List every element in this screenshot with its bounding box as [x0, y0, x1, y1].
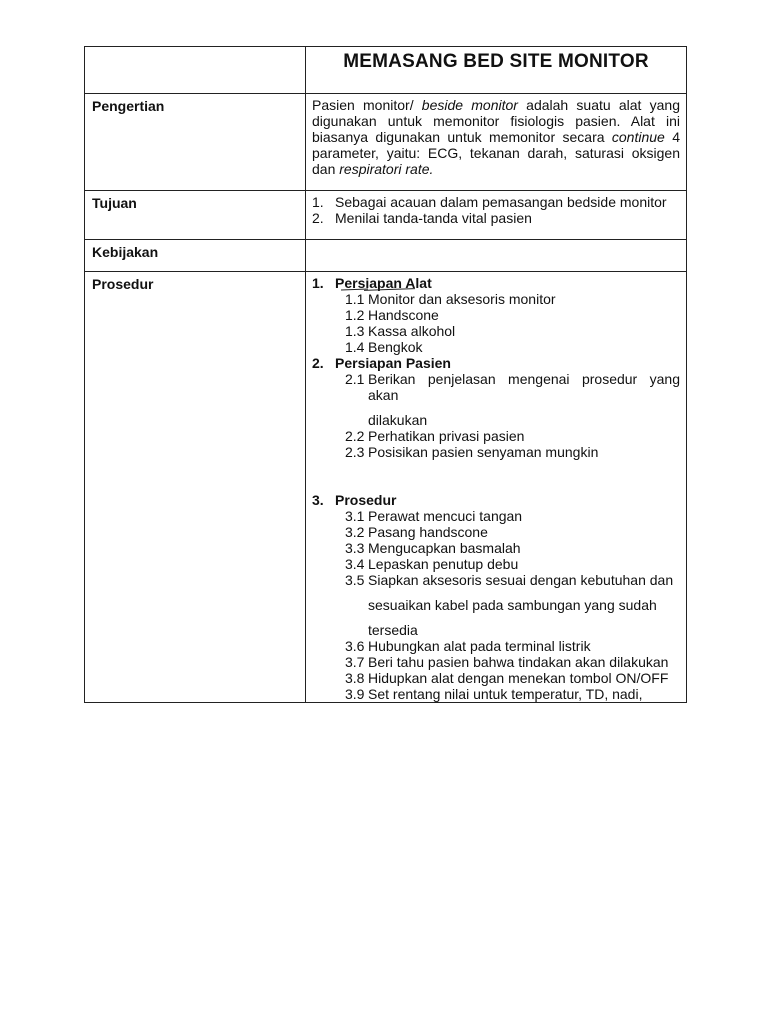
- list-item: [312, 323, 680, 339]
- tujuan-label-cell: [85, 191, 306, 240]
- tujuan-label: Tujuan: [92, 195, 137, 211]
- pengertian-label: Pengertian: [92, 98, 165, 114]
- tujuan-row: [85, 191, 687, 240]
- list-item-number: 1.1: [345, 291, 368, 307]
- list-item: [312, 540, 680, 556]
- list-item-text: Perawat mencuci tangan: [368, 508, 523, 524]
- list-item: [312, 428, 680, 444]
- list-item-text: [368, 291, 680, 307]
- list-item-text: Set rentang nilai untuk temperatur, TD, nadi,: [368, 686, 643, 702]
- kebijakan-label: Kebijakan: [92, 244, 159, 260]
- prosedur-row: [85, 272, 687, 703]
- list-item-text: Sebagai acauan dalam pemasangan bedside monitor: [335, 194, 667, 210]
- list-item-number: 2.: [312, 210, 324, 226]
- kebijakan-label-cell: [85, 240, 306, 272]
- section-heading: [312, 355, 680, 371]
- list-item: [312, 508, 680, 524]
- pengertian-italic-part: continue: [611, 129, 665, 145]
- list-item-text: Bengkok: [368, 339, 423, 355]
- kebijakan-row: [85, 240, 687, 272]
- list-item: [312, 524, 680, 540]
- pengertian-italic-part: respiratori rate.: [339, 161, 434, 177]
- list-item: [312, 210, 680, 226]
- pengertian-text-part: 4 parameter, yaitu: ECG, tekanan darah, saturasi oksigen dan: [312, 129, 680, 177]
- list-item-text: Hubungkan alat pada terminal listrik: [368, 638, 591, 654]
- list-item-text: Perhatikan privasi pasien: [368, 428, 525, 444]
- list-item: [312, 556, 680, 572]
- list-item: [312, 572, 680, 588]
- section-title: Persiapan Pasien: [335, 355, 451, 371]
- kebijakan-content-cell: [306, 240, 687, 272]
- list-item-continuation: tersedia: [368, 622, 418, 638]
- list-item-number: 2.2: [345, 428, 365, 444]
- sop-table: [84, 46, 687, 703]
- list-item-number: 3.6: [345, 638, 365, 654]
- list-item-text: Menilai tanda-tanda vital pasien: [335, 210, 532, 226]
- list-item-text-part: dan aksesoris monitor: [414, 291, 556, 307]
- list-item-number: 3.8: [345, 670, 365, 686]
- list-item: [312, 371, 680, 403]
- list-item-continuation: sesuaikan kabel pada sambungan yang sudah: [368, 597, 657, 613]
- prosedur-label-cell: [85, 272, 306, 703]
- list-item-continuation: dilakukan: [368, 412, 428, 428]
- document-title: MEMASANG BED SITE MONITOR: [343, 51, 649, 72]
- section-number: 1.: [312, 275, 324, 291]
- pengertian-text: [306, 94, 686, 177]
- list-item: [312, 291, 680, 307]
- list-item-text: Pasang handscone: [368, 524, 488, 540]
- list-item: [312, 654, 680, 670]
- prosedur-content-cell: [306, 272, 687, 703]
- list-item-number: 1.3: [345, 323, 365, 339]
- pengertian-italic-part: beside monitor: [421, 97, 518, 113]
- list-item-text: Lepaskan penutup debu: [368, 556, 519, 572]
- list-item: [312, 686, 680, 702]
- section-number: 2.: [312, 355, 324, 371]
- section-number: 3.: [312, 492, 324, 508]
- tujuan-list: [306, 191, 686, 226]
- prosedur-content: [306, 272, 686, 702]
- list-item-number: 1.4: [345, 339, 365, 355]
- list-item-number: 1.: [312, 194, 324, 210]
- pengertian-text-part: Pasien monitor/: [312, 97, 422, 113]
- list-item: [312, 638, 680, 654]
- list-item-number: 3.2: [345, 524, 365, 540]
- list-item-number: 3.3: [345, 540, 365, 556]
- prosedur-label: Prosedur: [92, 276, 154, 292]
- list-item-number: 3.1: [345, 508, 365, 524]
- list-item: [312, 339, 680, 355]
- title-left-cell: [85, 47, 306, 94]
- struck-word: Monitor: [368, 291, 415, 307]
- list-item-text: Siapkan aksesoris sesuai dengan kebutuhan dan: [368, 572, 674, 588]
- list-item-number: 2.1: [345, 371, 365, 387]
- list-item-text: Handscone: [368, 307, 439, 323]
- title-row: [85, 47, 687, 94]
- pengertian-label-cell: [85, 94, 306, 191]
- list-item: [312, 194, 680, 210]
- title-cell: [306, 47, 687, 94]
- list-item-number: 2.3: [345, 444, 365, 460]
- spacer: [312, 460, 680, 492]
- list-item: [312, 307, 680, 323]
- list-item-number: 3.5: [345, 572, 365, 588]
- pengertian-text-part: adalah suatu alat yang digunakan untuk memonitor fisiologis pasien. Alat ini biasanya digunakan untuk memonitor secara: [312, 97, 680, 145]
- list-item-text: Kassa alkohol: [368, 323, 456, 339]
- list-item: [312, 670, 680, 686]
- list-item: [312, 444, 680, 460]
- section-title: Persiapan Alat: [335, 275, 432, 291]
- pengertian-content-cell: [306, 94, 687, 191]
- list-item-text: Hidupkan alat dengan menekan tombol ON/OFF: [368, 670, 669, 686]
- section-heading: [312, 492, 680, 508]
- list-item-text: Mengucapkan basmalah: [368, 540, 521, 556]
- pengertian-row: [85, 94, 687, 191]
- section-title: Prosedur: [335, 492, 397, 508]
- list-item-number: 3.4: [345, 556, 365, 572]
- list-item-number: 1.2: [345, 307, 365, 323]
- list-item-number: 3.7: [345, 654, 365, 670]
- list-item-text: Berikan penjelasan mengenai prosedur yang akan: [368, 371, 680, 403]
- tujuan-content-cell: [306, 191, 687, 240]
- list-item-text: Posisikan pasien senyaman mungkin: [368, 444, 599, 460]
- list-item-number: 3.9: [345, 686, 365, 702]
- list-item-text: Beri tahu pasien bahwa tindakan akan dilakukan: [368, 654, 669, 670]
